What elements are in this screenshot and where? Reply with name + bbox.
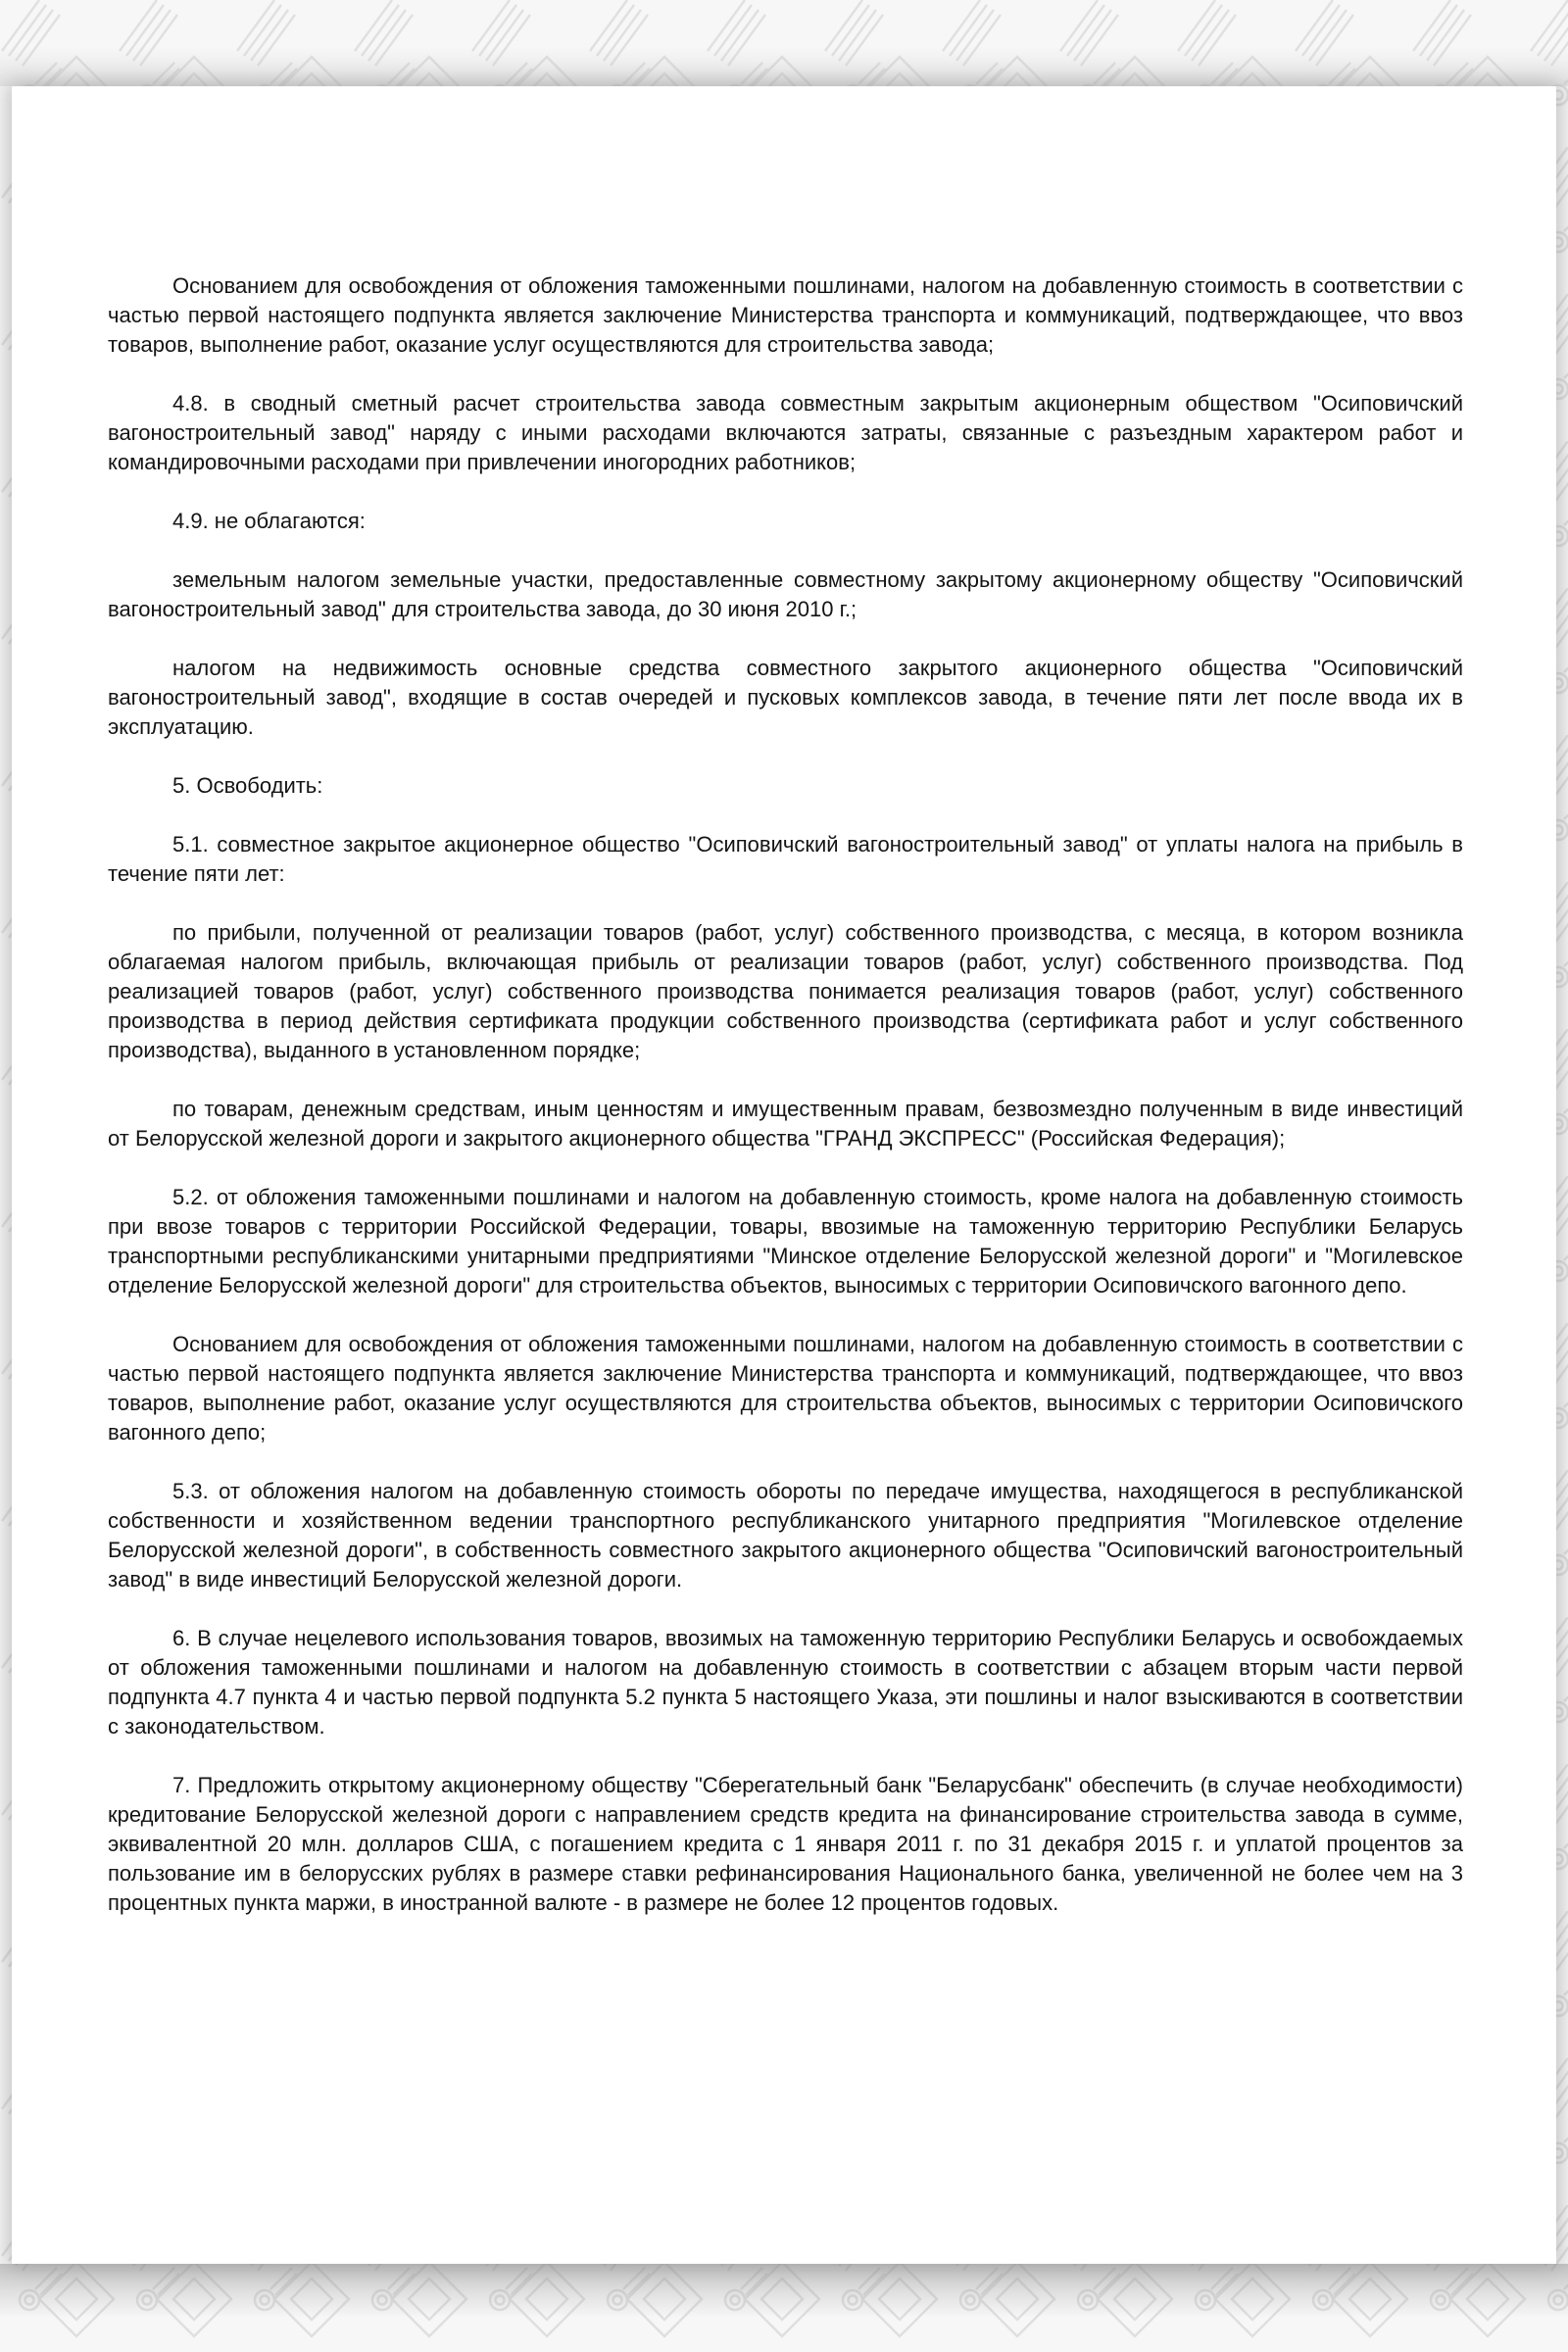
paragraph: 5.3. от обложения налогом на добавленную стоимость обороты по передаче имущества, находящегося в республиканской собственности и хозяйственном ведении транспортного республиканского унитарного предприятия "Могилевское отделение Белорусской железной дороги", в собственность совместного закрытого акционерного общества "Осиповичский вагоностроительный завод" в виде инвестиций Белорусской железной дороги. [108,1479,1463,1592]
document-sheet [12,86,1556,2264]
paragraph: 5.1. совместное закрытое акционерное общество "Осиповичский вагоностроительный завод" от уплаты налога на прибыль в течение пяти лет: [108,832,1463,886]
document-content [108,271,1463,1947]
paragraph: налогом на недвижимость основные средства совместного закрытого акционерного общества "Осиповичский вагоностроительный завод", входящие в состав очередей и пусковых комплексов завода, в течение пяти лет после ввода их в эксплуатацию. [108,656,1463,739]
paragraph: Основанием для освобождения от обложения таможенными пошлинами, налогом на добавленную стоимость в соответствии с частью первой настоящего подпункта является заключение Министерства транспорта и коммуникаций, подтверждающее, что ввоз товаров, выполнение работ, оказание услуг осуществляются для строительства завода; [108,273,1463,357]
paragraph: 5. Освободить: [172,773,323,798]
paragraph: по прибыли, полученной от реализации товаров (работ, услуг) собственного производства, с месяца, в котором возникла облагаемая налогом прибыль, включающая прибыль от реализации товаров (работ, услуг) собственного производства. Под реализацией товаров (работ, услуг) собственного производства понимается реализация товаров (работ, услуг) собственного производства в период действия сертификата продукции собственного производства (сертификата работ и услуг собственного производства), выданного в установленном порядке; [108,920,1463,1062]
page-bottom-shadow [0,2264,1568,2318]
paragraph: Основанием для освобождения от обложения таможенными пошлинами, налогом на добавленную стоимость в соответствии с частью первой настоящего подпункта является заключение Министерства транспорта и коммуникаций, подтверждающее, что ввоз товаров, выполнение работ, оказание услуг осуществляются для строительства объектов, выносимых с территории Осиповичского вагонного депо; [108,1332,1463,1445]
page-top-shadow [0,47,1568,86]
paragraph: 4.8. в сводный сметный расчет строительства завода совместным закрытым акционерным обществом "Осиповичский вагоностроительный завод" наряду с иными расходами включаются затраты, связанные с разъездным характером работ и командировочными расходами при привлечении иногородних работников; [108,391,1463,474]
paragraph: земельным налогом земельные участки, предоставленные совместному закрытому акционерному обществу "Осиповичский вагоностроительный завод" для строительства завода, до 30 июня 2010 г.; [108,567,1463,621]
paragraph: 7. Предложить открытому акционерному обществу "Сберегательный банк "Беларусбанк" обеспечить (в случае необходимости) кредитование Белорусской железной дороги с направлением средств кредита на финансирование строительства завода в сумме, эквивалентной 20 млн. долларов США, с погашением кредита с 1 января 2011 г. по 31 декабря 2015 г. и уплатой процентов за пользование им в белорусских рублях в размере ставки рефинансирования Национального банка, увеличенной не более чем на 3 процентных пункта маржи, в иностранной валюте - в размере не более 12 процентов годовых. [108,1773,1463,1915]
paragraph: 6. В случае нецелевого использования товаров, ввозимых на таможенную территорию Республики Беларусь и освобождаемых от обложения таможенными пошлинами и налогом на добавленную стоимость в соответствии с абзацем вторым части первой подпункта 4.7 пункта 4 и частью первой подпункта 5.2 пункта 5 настоящего Указа, эти пошлины и налог взыскиваются в соответствии с законодательством. [108,1626,1463,1739]
paragraph: 4.9. не облагаются: [172,509,366,533]
paragraph: 5.2. от обложения таможенными пошлинами и налогом на добавленную стоимость, кроме налога на добавленную стоимость при ввозе товаров с территории Российской Федерации, товары, ввозимые на таможенную территорию Республики Беларусь транспортными республиканскими унитарными предприятиями "Минское отделение Белорусской железной дороги" и "Могилевское отделение Белорусской железной дороги" для строительства объектов, выносимых с территории Осиповичского вагонного депо. [108,1185,1463,1298]
paragraph: по товарам, денежным средствам, иным ценностям и имущественным правам, безвозмездно полученным в виде инвестиций от Белорусской железной дороги и закрытого акционерного общества "ГРАНД ЭКСПРЕСС" (Российская Федерация); [108,1097,1463,1151]
